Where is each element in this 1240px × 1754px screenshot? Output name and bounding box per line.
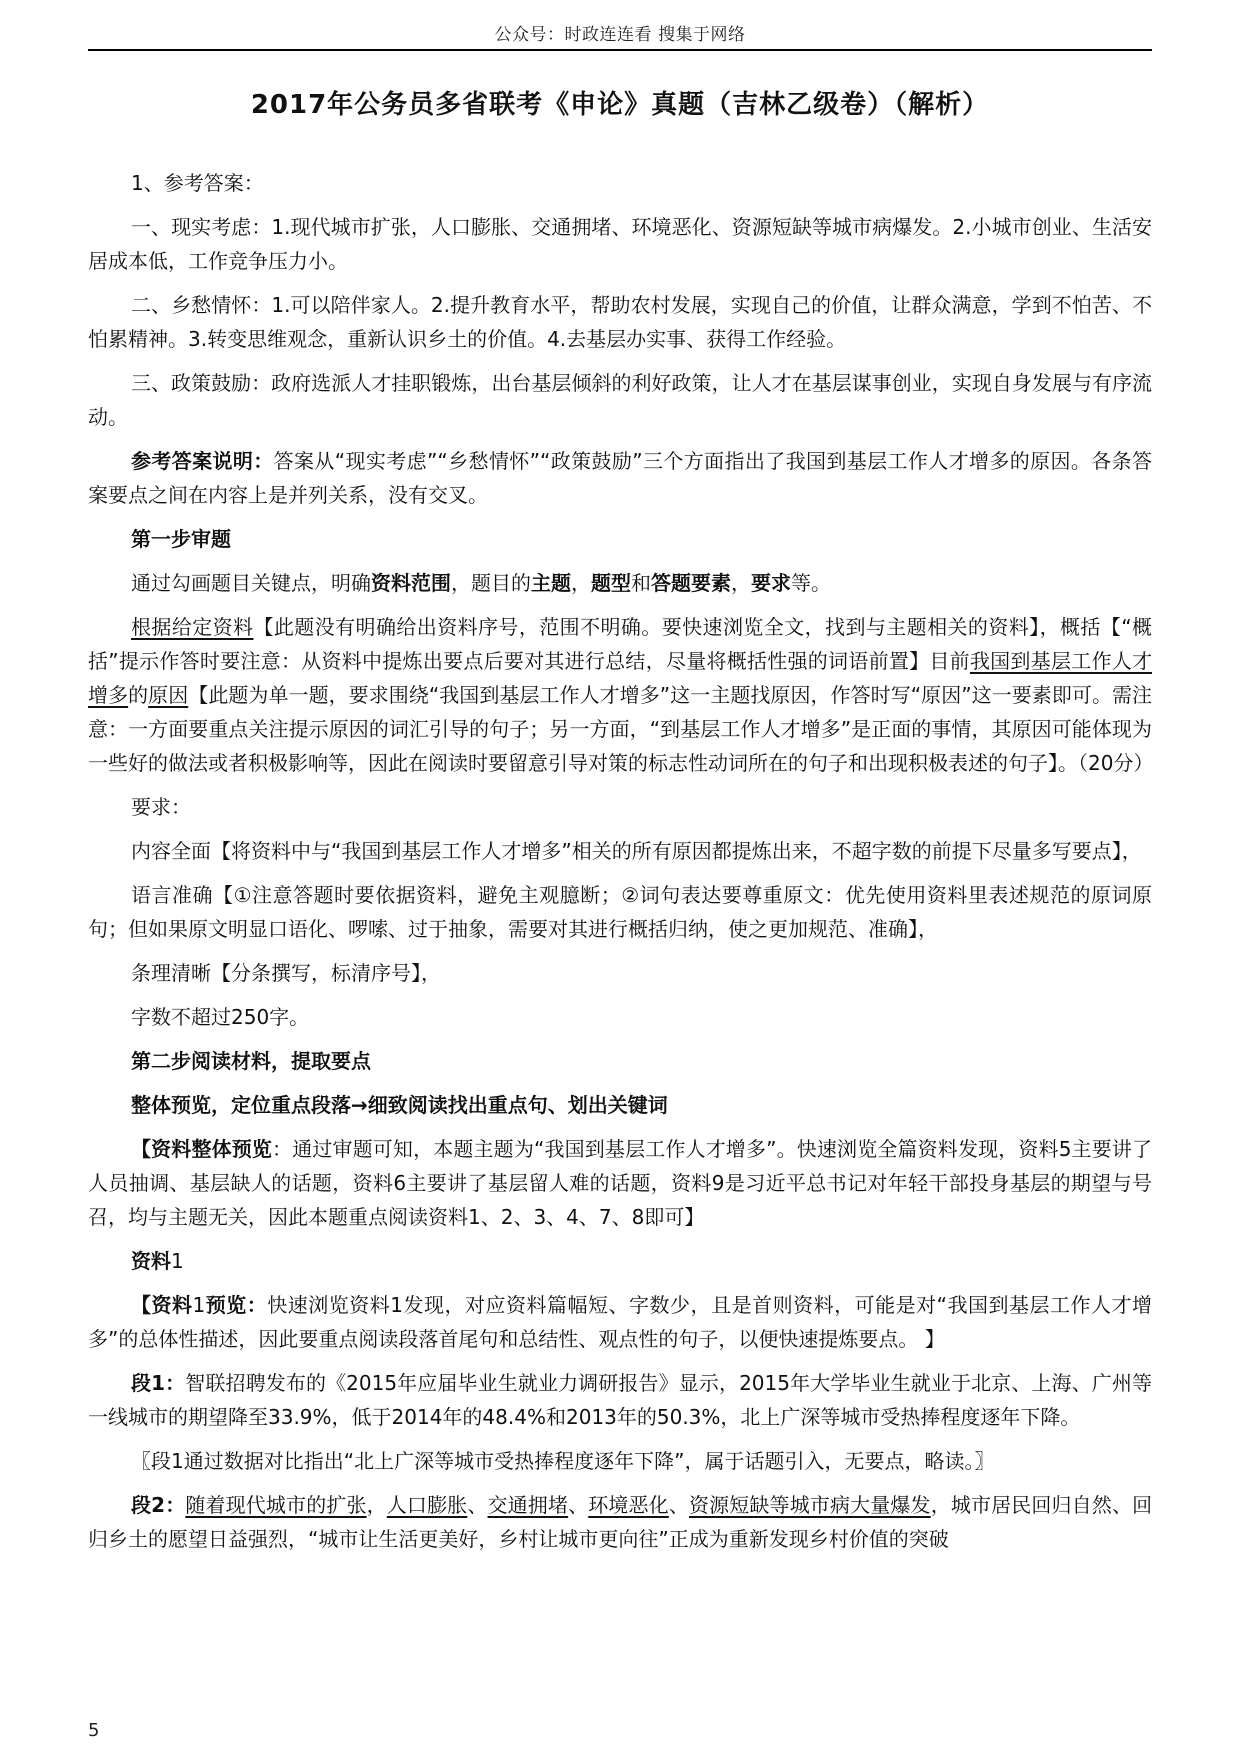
underlined-text: 随着现代城市的扩张 (185, 1493, 367, 1517)
bold-label: 【资料 (131, 1293, 193, 1317)
paragraph: 语言准确【①注意答题时要依据资料，避免主观臆断；②词句表达要尊重原文：优先使用资料里表述规范的原词原句；但如果原文明显口语化、啰嗦、过于抽象，需要对其进行概括归纳，使之更加规范、准确】， (88, 883, 1152, 941)
page-number: 5 (88, 1720, 100, 1741)
underlined-text: 我国到基层工作人才增多 (88, 649, 1152, 707)
paragraph-text: 、 (668, 1493, 689, 1517)
paragraph-text: 的 (128, 683, 149, 707)
paragraph (88, 1288, 1152, 1356)
underlined-text: 原因 (148, 683, 189, 707)
section-heading (88, 522, 1152, 556)
paragraph: 一、现实考虑：1.现代城市扩张，人口膨胀、交通拥堵、环境恶化、资源短缺等城市病爆发。2.小城市创业、生活安居成本低，工作竞争压力小。 (88, 215, 1152, 273)
paragraph-text: 等。 (791, 571, 831, 595)
paragraph-text: 通过勾画题目关键点，明确 (131, 571, 371, 595)
paragraph-text: 智联招聘发布的《2015年应届毕业生就业力调研报告》显示，2015年大学毕业生就业于北京、上海、广州等一线城市的期望降至33.9%，低于2014年的48.4%和2013年的50.3%，北上广深等城市受热捧程度逐年下降。 (88, 1371, 1153, 1429)
paragraph (88, 1132, 1152, 1234)
bold-label: 参考答案说明： (131, 449, 274, 473)
paragraph-text: ：通过审题可知，本题主题为“我国到基层工作人才增多”。快速浏览全篇资料发现，资料5主要讲了人员抽调、基层缺人的话题，资料6主要讲了基层留人难的话题，资料9是习近平总书记对年轻干部投身基层的期望与号召，均与主题无关，因此本题重点阅读资料1、2、3、4、7、8即可】 (88, 1137, 1153, 1229)
underlined-text: 交通拥堵 (487, 1493, 569, 1517)
paragraph-text: 、 (568, 1493, 589, 1517)
section-heading-text: 第二步阅读材料，提取要点 (131, 1049, 371, 1073)
paragraph-text: 【此题为单一题，要求围绕“我国到基层工作人才增多”这一主题找原因，作答时写“原因”这一要素即可。需注意：一方面要重点关注提示原因的词汇引导的句子；另一方面，“到基层工作人才增多”是正面的事情，其原因可能体现为一些好的做法或者积极影响等，因此在阅读时要留意引导对策的标志性动词所在的句子和出现积极表述的句子】。（20分） (88, 683, 1154, 775)
paragraph: 条理清晰【分条撰写，标清序号】， (131, 961, 441, 985)
paragraph-text: 、 (467, 1493, 488, 1517)
paragraph (88, 566, 1152, 600)
paragraph-text: ， (571, 571, 591, 595)
paragraph: 二、乡愁情怀：1.可以陪伴家人。2.提升教育水平，帮助农村发展，实现自己的价值，让群众满意，学到不怕苦、不怕累精神。3.转变思维观念，重新认识乡土的价值。4.去基层办实事、获得工作经验。 (88, 293, 1152, 351)
keyword: 答题要素 (651, 571, 731, 595)
document-body (88, 166, 1152, 1566)
section-heading-text: 第一步审题 (131, 527, 231, 551)
section-heading (88, 1044, 1152, 1078)
keyword: 题型 (591, 571, 631, 595)
bold-label: 【资料整体预览 (131, 1137, 273, 1161)
underlined-text: 资源短缺等城市病大量爆发 (688, 1493, 931, 1517)
paragraph-text: 答案从“现实考虑”“乡愁情怀”“政策鼓励”三个方面指出了我国到基层工作人才增多的原因。各条答案要点之间在内容上是并列关系，没有交叉。 (88, 449, 1153, 507)
paragraph (88, 1488, 1152, 1556)
paragraph-text: 1 (171, 1249, 184, 1273)
paragraph-text: ，城市居民回归自然、回归乡土的愿望日益强烈，“城市让生活更美好，乡村让城市更向往”正成为重新发现乡村价值的突破 (88, 1493, 1153, 1551)
paragraph-text: ， (366, 1493, 387, 1517)
keyword: 资料范围 (371, 571, 451, 595)
header-divider (88, 49, 1152, 51)
bold-label: 段1： (131, 1371, 186, 1395)
paragraph: 字数不超过250字。 (131, 1005, 310, 1029)
section-heading (88, 1088, 1152, 1122)
paragraph: 〖段1通过数据对比指出“北上广深等城市受热捧程度逐年下降”，属于话题引入，无要点，略读。〗 (131, 1449, 995, 1473)
paragraph-text: 【此题没有明确给出资料序号，范围不明确。要快速浏览全文，找到与主题相关的资料】，概括【“概括”提示作答时要注意：从资料中提炼出要点后要对其进行总结，尽量将概括性强的词语前置】目前 (88, 615, 1152, 673)
page-header: 公众号：时政连连看 搜集于网络 (494, 25, 746, 45)
keyword: 主题 (531, 571, 571, 595)
paragraph: 要求： (131, 795, 191, 819)
bold-label: 预览： (205, 1293, 268, 1317)
underlined-text: 环境恶化 (588, 1493, 669, 1517)
paragraph-text: ， (731, 571, 751, 595)
section-heading-text: 整体预览，定位重点段落→细致阅读找出重点句、划出关键词 (131, 1093, 668, 1117)
paragraph: 1、参考答案： (131, 171, 264, 195)
paragraph-text: 和 (631, 571, 651, 595)
section-heading (88, 1244, 1152, 1278)
paragraph-text: 1 (192, 1293, 206, 1317)
paragraph-text: ，题目的 (451, 571, 531, 595)
paragraph: 内容全面【将资料中与“我国到基层工作人才增多”相关的所有原因都提炼出来，不超字数的前提下尽量多写要点】， (131, 839, 1142, 863)
keyword: 要求 (751, 571, 791, 595)
paragraph-text: 快速浏览资料1发现，对应资料篇幅短、字数少，且是首则资料，可能是对“我国到基层工作人才增多”的总体性描述，因此要重点阅读段落首尾句和总结性、观点性的句子，以便快速提炼要点。 】 (88, 1293, 1152, 1351)
paragraph (88, 1366, 1152, 1434)
bold-label: 资料 (131, 1249, 171, 1273)
document-title: 2017年公务员多省联考《申论》真题（吉林乙级卷）（解析） (250, 90, 990, 120)
paragraph: 三、政策鼓励：政府选派人才挂职锻炼，出台基层倾斜的利好政策，让人才在基层谋事创业，实现自身发展与有序流动。 (88, 371, 1152, 429)
underlined-text: 根据给定资料 (131, 615, 254, 639)
paragraph (88, 444, 1152, 512)
paragraph (88, 610, 1152, 780)
underlined-text: 人口膨胀 (386, 1493, 468, 1517)
bold-label: 段2： (131, 1493, 186, 1517)
